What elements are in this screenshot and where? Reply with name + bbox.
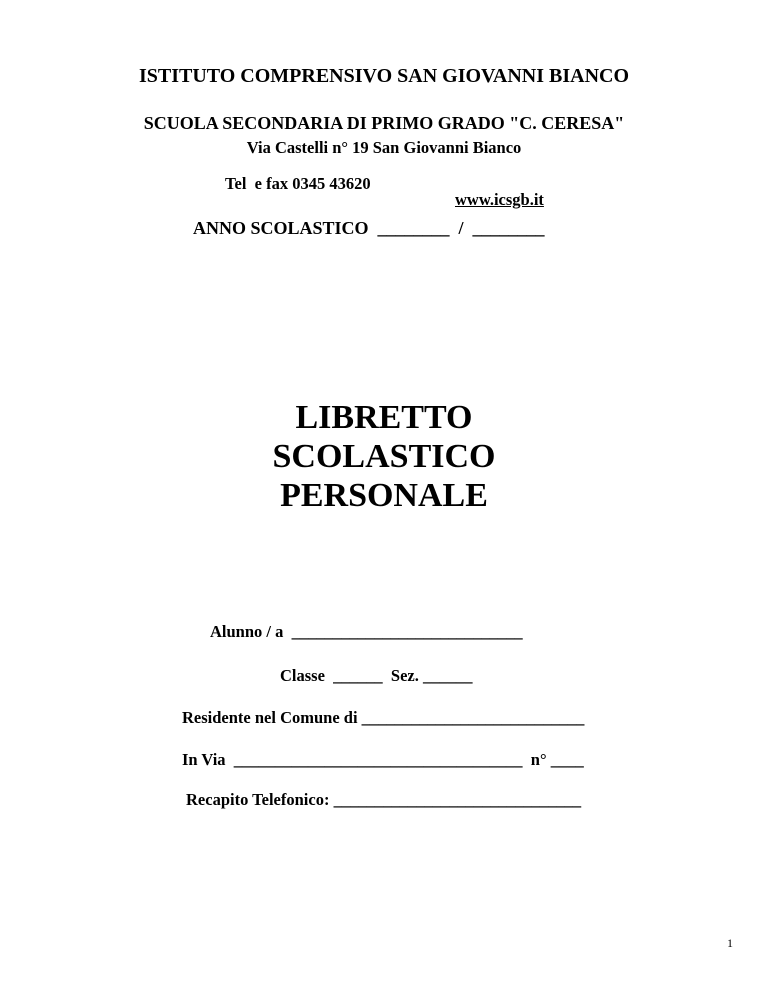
title-line-2: SCOLASTICO <box>272 438 496 475</box>
school-level: SCUOLA SECONDARIA DI PRIMO GRADO "C. CERESA" <box>143 113 625 133</box>
document-title <box>0 398 768 515</box>
school-name: ISTITUTO COMPRENSIVO SAN GIOVANNI BIANCO <box>138 65 630 87</box>
school-address: Via Castelli n° 19 San Giovanni Bianco <box>246 138 522 157</box>
school-phone: Tel e fax 0345 43620 <box>225 173 371 193</box>
student-name-field: Alunno / a ____________________________ <box>210 622 523 641</box>
school-year-line: ANNO SCOLASTICO ________ / ________ <box>193 218 545 238</box>
phone-field: Recapito Telefonico: ______________________________ <box>186 790 582 809</box>
contact-line <box>0 159 768 209</box>
title-line-3: PERSONALE <box>280 477 488 514</box>
street-field: In Via ___________________________________ n° ____ <box>182 750 584 769</box>
class-section-field: Classe ______ Sez. ______ <box>280 666 473 685</box>
residence-field: Residente nel Comune di ___________________________ <box>182 708 585 727</box>
title-line-1: LIBRETTO <box>295 399 473 436</box>
page-number: 1 <box>727 936 733 950</box>
school-website-link[interactable]: www.icsgb.it <box>455 190 544 209</box>
